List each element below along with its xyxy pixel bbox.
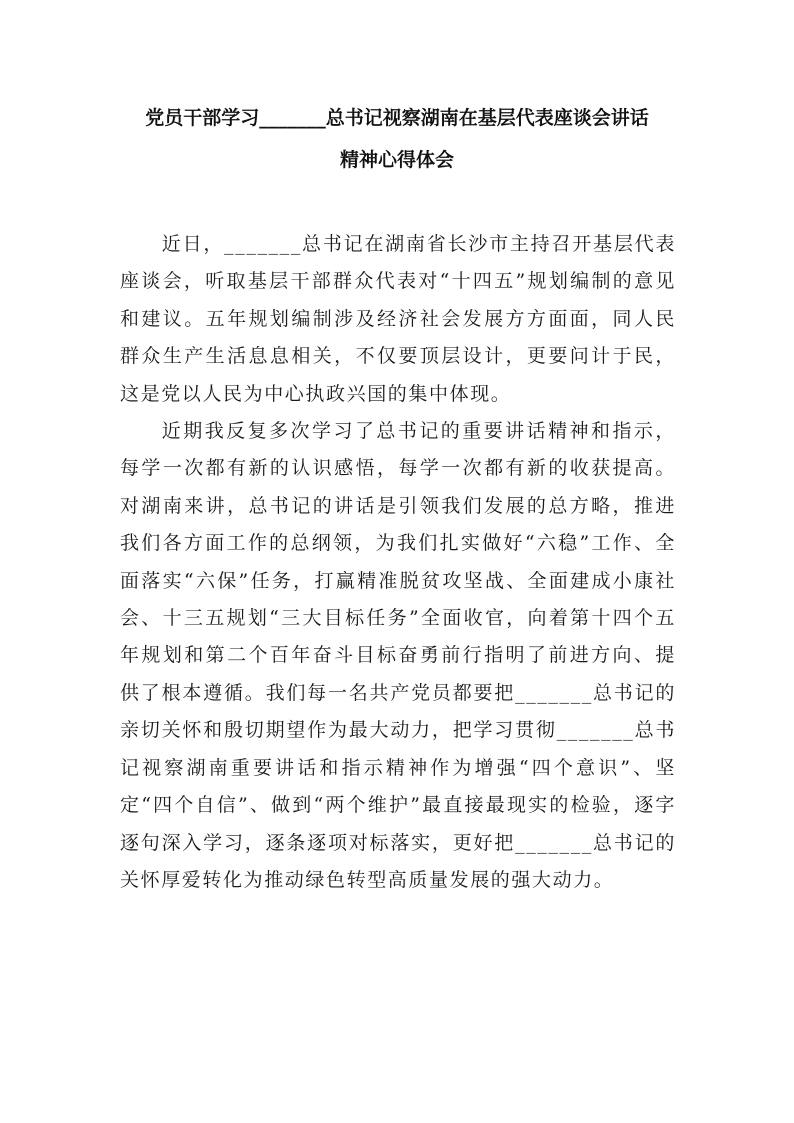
paragraph-2: 近期我反复多次学习了总书记的重要讲话精神和指示，每学一次都有新的认识感悟，每学一次都有新的收获提高。对湖南来讲，总书记的讲话是引领我们发展的总方略，推进我们各方面工作的总纲领，为我们扎实做好“六稳”工作、全面落实“六保”任务，打赢精准脱贫攻坚战、全面建成小康社会、十三五规划“三大目标任务”全面收官，向着第十四个五年规划和第二个百年奋斗目标奋勇前行指明了前进方向、提供了根本遵循。我们每一名共产党员都要把_______总书记的亲切关怀和殷切期望作为最大动力，把学习贯彻_______总书记视察湖南重要讲话和指示精神作为增强“四个意识”、坚定“四个自信”、做到“两个维护”最直接最现实的检验，逐字逐句深入学习，逐条逐项对标落实，更好把_______总书记的关怀厚爱转化为推动绿色转型高质量发展的强大动力。 <box>120 420 676 891</box>
document-body <box>120 226 676 899</box>
document-title-line-1: 党员干部学习_______总书记视察湖南在基层代表座谈会讲话 <box>145 107 649 129</box>
document-title-line-2: 精神心得体会 <box>339 149 454 171</box>
paragraph-1: 近日，_______总书记在湖南省长沙市主持召开基层代表座谈会，听取基层干部群众代表对“十四五”规划编制的意见和建议。五年规划编制涉及经济社会发展方方面面，同人民群众生产生活息息相关，不仅要顶层设计，更要问计于民，这是党以人民为中心执政兴国的集中体现。 <box>120 233 676 405</box>
